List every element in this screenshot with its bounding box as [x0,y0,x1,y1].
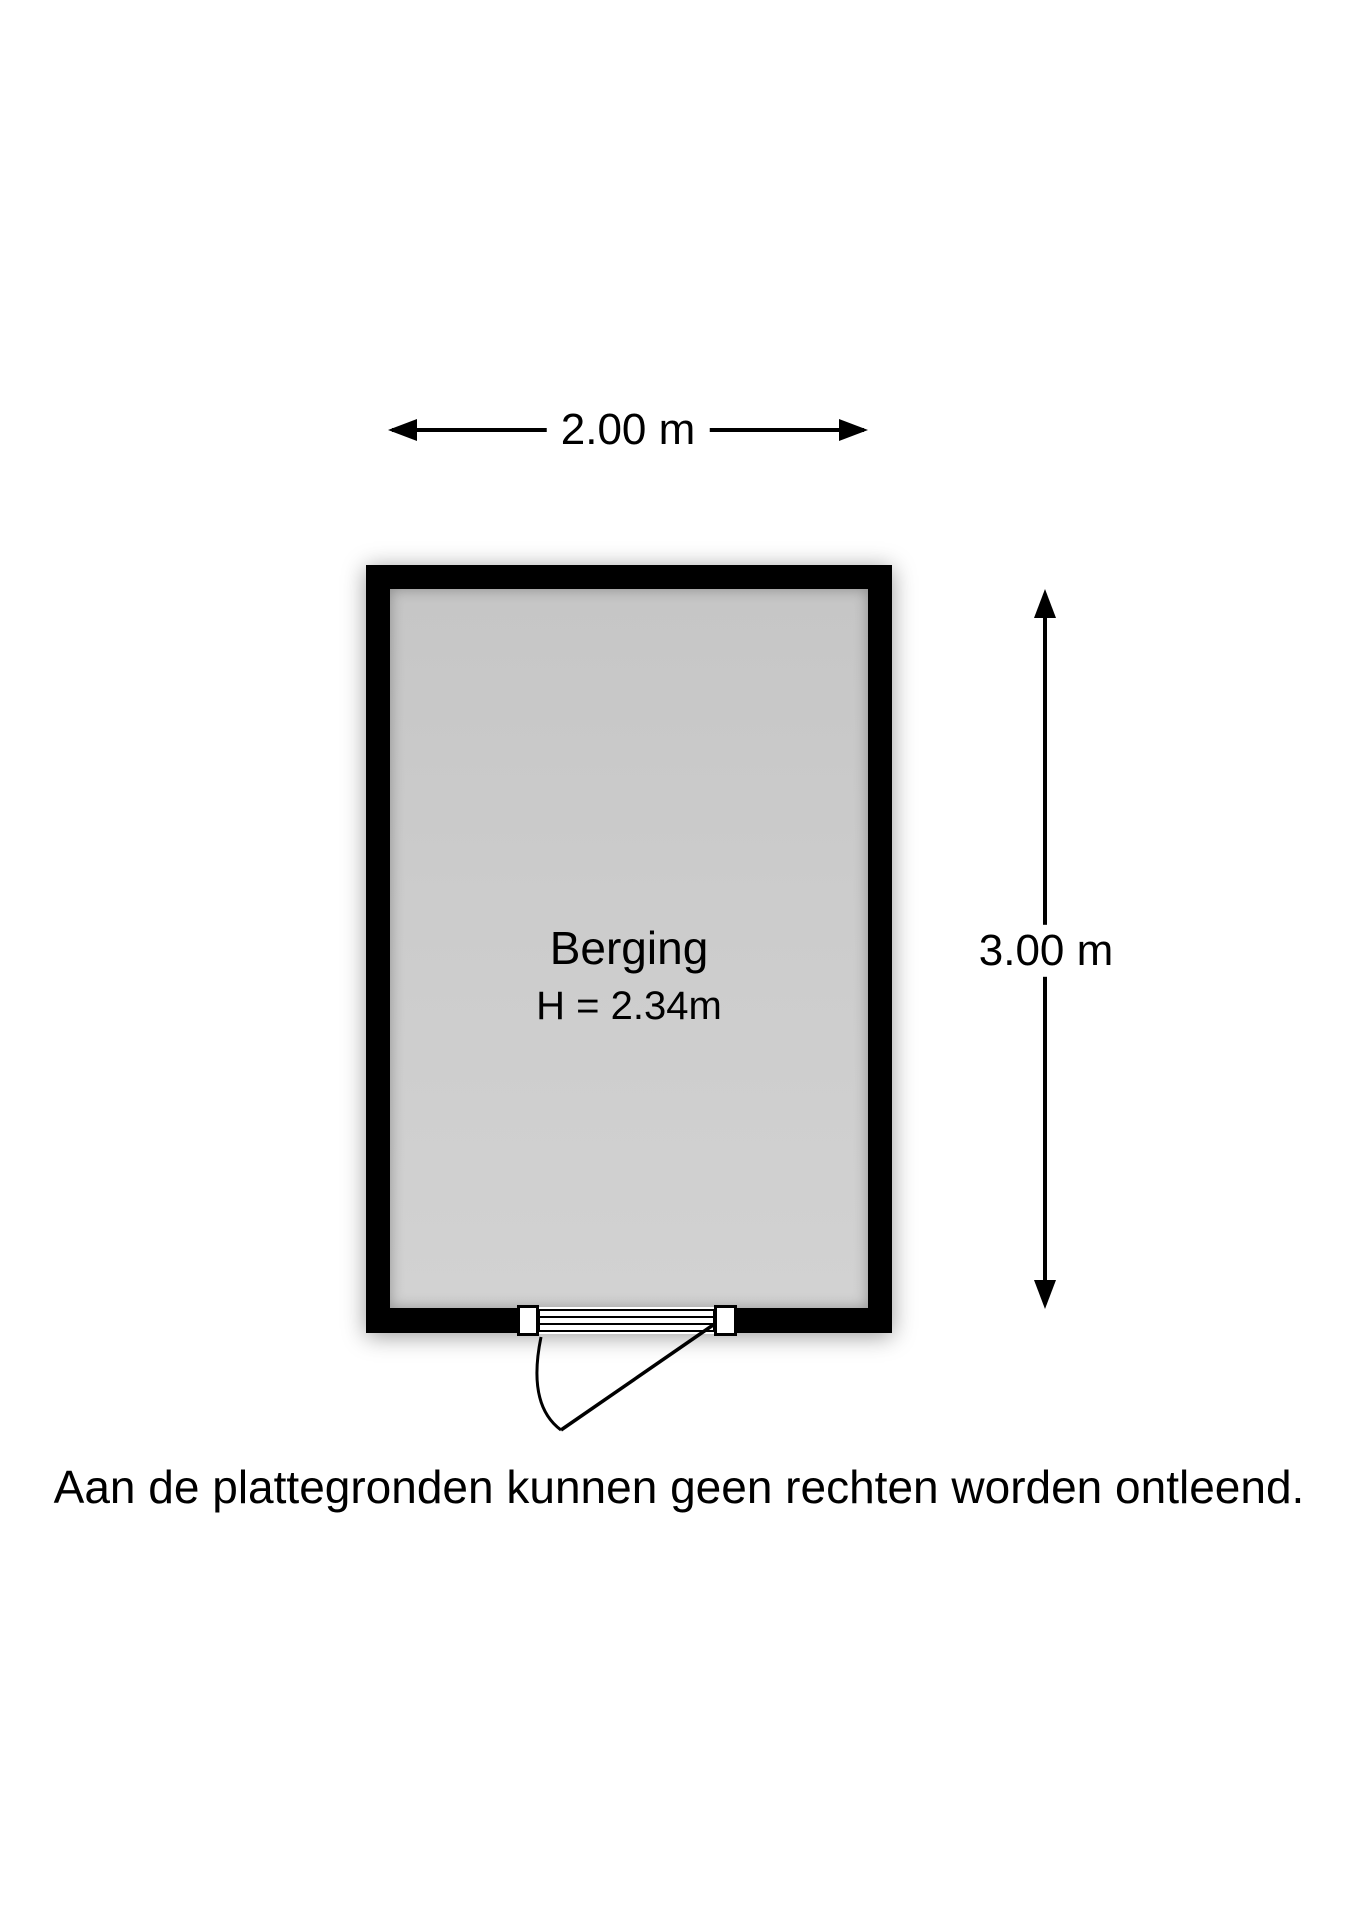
room-label-block [366,922,892,1029]
door-swing-leaf-line [561,1323,716,1430]
room-name: Berging [549,922,709,974]
room-ceiling-height: H = 2.34m [536,983,722,1028]
height-dimension-label: 3.00 m [965,925,1128,977]
width-dimension-label: 2.00 m [547,404,710,456]
disclaimer-text: Aan de plattegronden kunnen geen rechten worden ontleend. [53,1461,1305,1513]
door-swing [537,1323,716,1430]
door-swing-arc [537,1337,561,1430]
